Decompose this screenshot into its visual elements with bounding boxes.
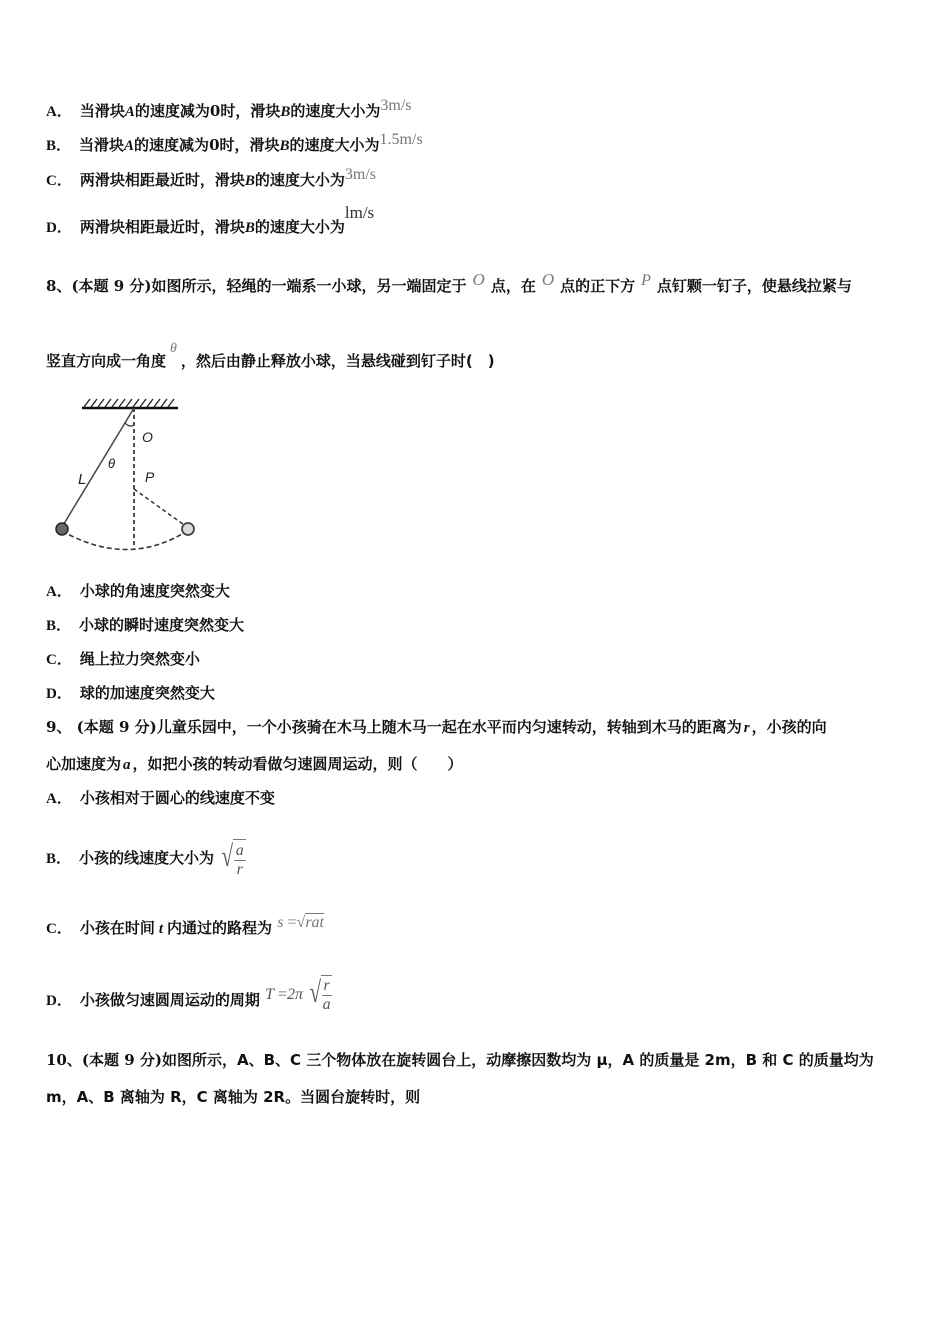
q9-option-a: A． 小孩相对于圆心的线速度不变 bbox=[46, 789, 275, 807]
velocity-value: 3m/s bbox=[344, 166, 377, 183]
q10-stem-line2: m，A、B 离轴为 R，C 离轴为 2R。当圆台旋转时，则 bbox=[46, 1088, 421, 1106]
question-number: 8、 bbox=[46, 277, 72, 295]
ceiling-hatch bbox=[84, 399, 174, 407]
formula-sqrt-a-over-r: √ $\frac{a}{r}$ bbox=[221, 839, 244, 878]
q9-option-d: D． 小孩做匀速圆周运动的周期 T =2π √ $\frac{r}{a}$ bbox=[46, 980, 332, 1020]
q7-option-d: D． 两滑块相距最近时，滑块B的速度大小为lm/s bbox=[46, 203, 375, 236]
option-label: B． bbox=[46, 138, 72, 154]
label-o: O bbox=[142, 429, 153, 445]
velocity-value: 1.5m/s bbox=[379, 131, 423, 148]
q8-option-b: B． 小球的瞬时速度突然变大 bbox=[46, 616, 245, 634]
q9-stem-line2: 心加速度为 a ，如把小孩的转动看做匀速圆周运动，则（ ） bbox=[46, 755, 463, 773]
option-label: A． bbox=[46, 104, 72, 120]
swing-path bbox=[62, 531, 187, 550]
angle-arc bbox=[125, 423, 134, 426]
pendulum-string bbox=[62, 408, 134, 527]
question-number: 9、 bbox=[46, 718, 72, 736]
q7-option-b: B． 当滑块A的速度减为0时，滑块B的速度大小为1.5m/s bbox=[46, 131, 423, 154]
ball-right bbox=[182, 523, 194, 535]
q7-option-c: C． 两滑块相距最近时，滑块B的速度大小为3m/s bbox=[46, 166, 377, 189]
ball-left bbox=[56, 523, 68, 535]
label-p: P bbox=[145, 469, 155, 485]
q8-option-a: A． 小球的角速度突然变大 bbox=[46, 582, 230, 600]
velocity-value: 3m/s bbox=[380, 97, 412, 114]
formula-period: T =2π √ $\frac{r}{a}$ bbox=[265, 975, 332, 1016]
q8-option-c: C． 绳上拉力突然变小 bbox=[46, 650, 200, 668]
label-theta: θ bbox=[108, 456, 116, 471]
dashed-string-after-nail bbox=[134, 489, 187, 527]
question-score: (本题 9 分) bbox=[71, 277, 152, 295]
q9-option-c: C． 小孩在时间 t 内通过的路程为 s =√rat bbox=[46, 914, 324, 937]
label-l: L bbox=[78, 471, 87, 488]
q8-option-d: D． 球的加速度突然变大 bbox=[46, 684, 215, 702]
option-label: C． bbox=[46, 173, 72, 189]
q7-option-a: A． 当滑块A的速度减为0时，滑块B的速度大小为3m/s bbox=[46, 97, 412, 120]
q9-stem-line1: 9、 (本题 9 分)儿童乐园中，一个小孩骑在木马上随木马一起在水平而内匀速转动，转轴到木马的距离为 r ，小孩的向 bbox=[46, 718, 827, 736]
formula-s: s =√rat bbox=[277, 914, 324, 931]
question-score: (本题 9 分) bbox=[81, 1051, 162, 1069]
q10-stem-line1: 10、(本题 9 分)如图所示，A、B、C 三个物体放在旋转圆台上，动摩擦因数均为 μ，A 的质量是 2m，B 和 C 的质量均为 bbox=[46, 1051, 874, 1069]
velocity-value: lm/s bbox=[344, 203, 375, 222]
option-label: D． bbox=[46, 220, 72, 236]
q8-stem-line1: 8、(本题 9 分)如图所示，轻绳的一端系一小球，另一端固定于 O 点，在 O 点的正下方 P 点钉颗一钉子，使悬线拉紧与 bbox=[46, 270, 852, 295]
q9-option-b: B． 小孩的线速度大小为 √ $\frac{a}{r}$ bbox=[46, 839, 244, 878]
pendulum-figure bbox=[48, 398, 208, 558]
q8-stem-line2: 竖直方向成一角度θ，然后由静止释放小球，当悬线碰到钉子时( ) bbox=[46, 341, 495, 370]
pendulum-diagram bbox=[48, 398, 208, 558]
question-number: 10、 bbox=[46, 1051, 82, 1069]
question-score: (本题 9 分) bbox=[76, 718, 157, 736]
